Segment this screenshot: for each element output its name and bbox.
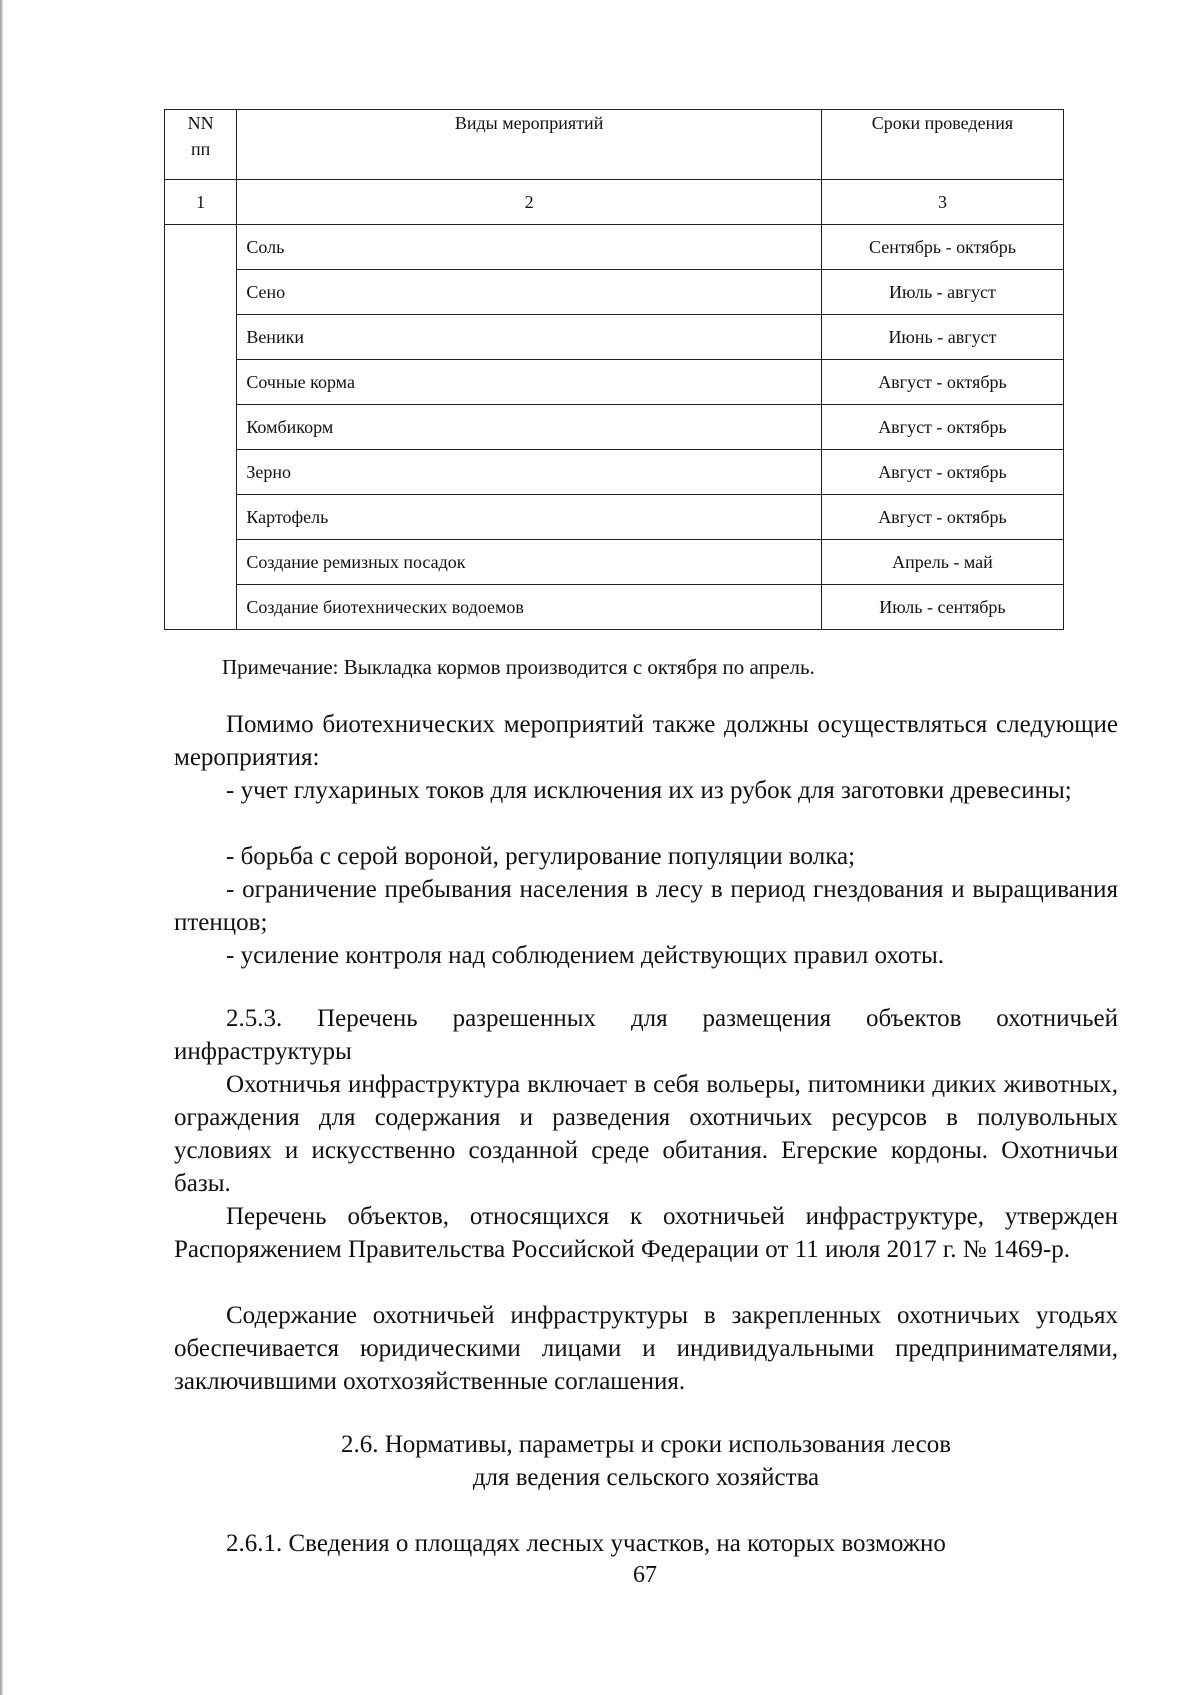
activity-term: Июль - август: [821, 270, 1063, 315]
activity-name: Соль: [237, 225, 822, 270]
table-row: [165, 360, 1064, 405]
bullet-item: - борьба с серой вороной, регулирование популяции волка;: [226, 843, 856, 870]
activity-term: Август - октябрь: [821, 405, 1063, 450]
bullet-item: - учет глухариных токов для исключения их из рубок для заготовки древесины;: [226, 777, 1072, 804]
paragraph-list-approval: Перечень объектов, относящихся к охотничьей инфраструктуре, утвержден Распоряжением Правительства Российской Федерации от 11 июля 2017 г. № 1469-р.: [174, 1203, 1118, 1263]
table-row: [165, 495, 1064, 540]
activity-term: Апрель - май: [821, 540, 1063, 585]
activity-term: Июнь - август: [821, 315, 1063, 360]
activity-term: Август - октябрь: [821, 495, 1063, 540]
activity-term: Август - октябрь: [821, 450, 1063, 495]
paragraph-intro: Помимо биотехнических мероприятий также должны осуществляться следующие мероприятия:: [174, 711, 1118, 771]
table-header-row: [165, 110, 1064, 180]
table-row: [165, 270, 1064, 315]
column-number: 3: [821, 180, 1063, 225]
activity-name: Веники: [237, 315, 822, 360]
biotech-measures-table: [164, 109, 1064, 630]
table-row: [165, 405, 1064, 450]
table-note: Примечание: Выкладка кормов производится с октября по апрель.: [222, 655, 815, 679]
activity-name: Сочные корма: [237, 360, 822, 405]
table-row: [165, 540, 1064, 585]
activity-name: Картофель: [237, 495, 822, 540]
activity-name: Создание биотехнических водоемов: [237, 585, 822, 630]
paragraph-maintenance: Содержание охотничьей инфраструктуры в закрепленных охотничьих угодьях обеспечивается юридическими лицами и индивидуальными предпринимателями, заключившими охотхозяйственные соглашения.: [174, 1302, 1118, 1395]
column-number: 1: [165, 180, 237, 225]
page-number: 67: [633, 1562, 657, 1588]
activity-term: Сентябрь - октябрь: [821, 225, 1063, 270]
bullet-item: - усиление контроля над соблюдением действующих правил охоты.: [226, 942, 945, 969]
paragraph-2-6-1: 2.6.1. Сведения о площадях лесных участков, на которых возможно: [226, 1530, 946, 1557]
header-terms: Сроки проведения: [821, 110, 1063, 180]
empty-number-cell: [165, 225, 237, 630]
section-heading-2-6-line1: 2.6. Нормативы, параметры и сроки использования лесов: [341, 1431, 951, 1458]
bullet-item: - ограничение пребывания населения в лесу в период гнездования и выращивания птенцов;: [174, 876, 1118, 936]
section-heading-2-6-line2: для ведения сельского хозяйства: [472, 1464, 820, 1491]
column-number-row: [165, 180, 1064, 225]
header-nn: NN пп: [165, 110, 237, 180]
activity-term: Август - октябрь: [821, 360, 1063, 405]
table-row: [165, 585, 1064, 630]
activity-name: Комбикорм: [237, 405, 822, 450]
table-row: [165, 315, 1064, 360]
table-row: [165, 450, 1064, 495]
header-activity-types: Виды мероприятий: [237, 110, 822, 180]
scan-edge-shadow: [0, 0, 3, 1695]
paragraph-infrastructure: Охотничья инфраструктура включает в себя вольеры, питомники диких животных, ограждения для содержания и разведения охотничьих ресурсов в полувольных условиях и искусственно созданной среде обитания. Егерские кордоны. Охотничьи базы.: [174, 1071, 1118, 1197]
column-number: 2: [237, 180, 822, 225]
section-heading-2-5-3: 2.5.3. Перечень разрешенных для размещения объектов охотничьей инфраструктуры: [174, 1005, 1118, 1065]
activity-name: Создание ремизных посадок: [237, 540, 822, 585]
activity-name: Сено: [237, 270, 822, 315]
activity-name: Зерно: [237, 450, 822, 495]
table-row: [165, 225, 1064, 270]
activity-term: Июль - сентябрь: [821, 585, 1063, 630]
